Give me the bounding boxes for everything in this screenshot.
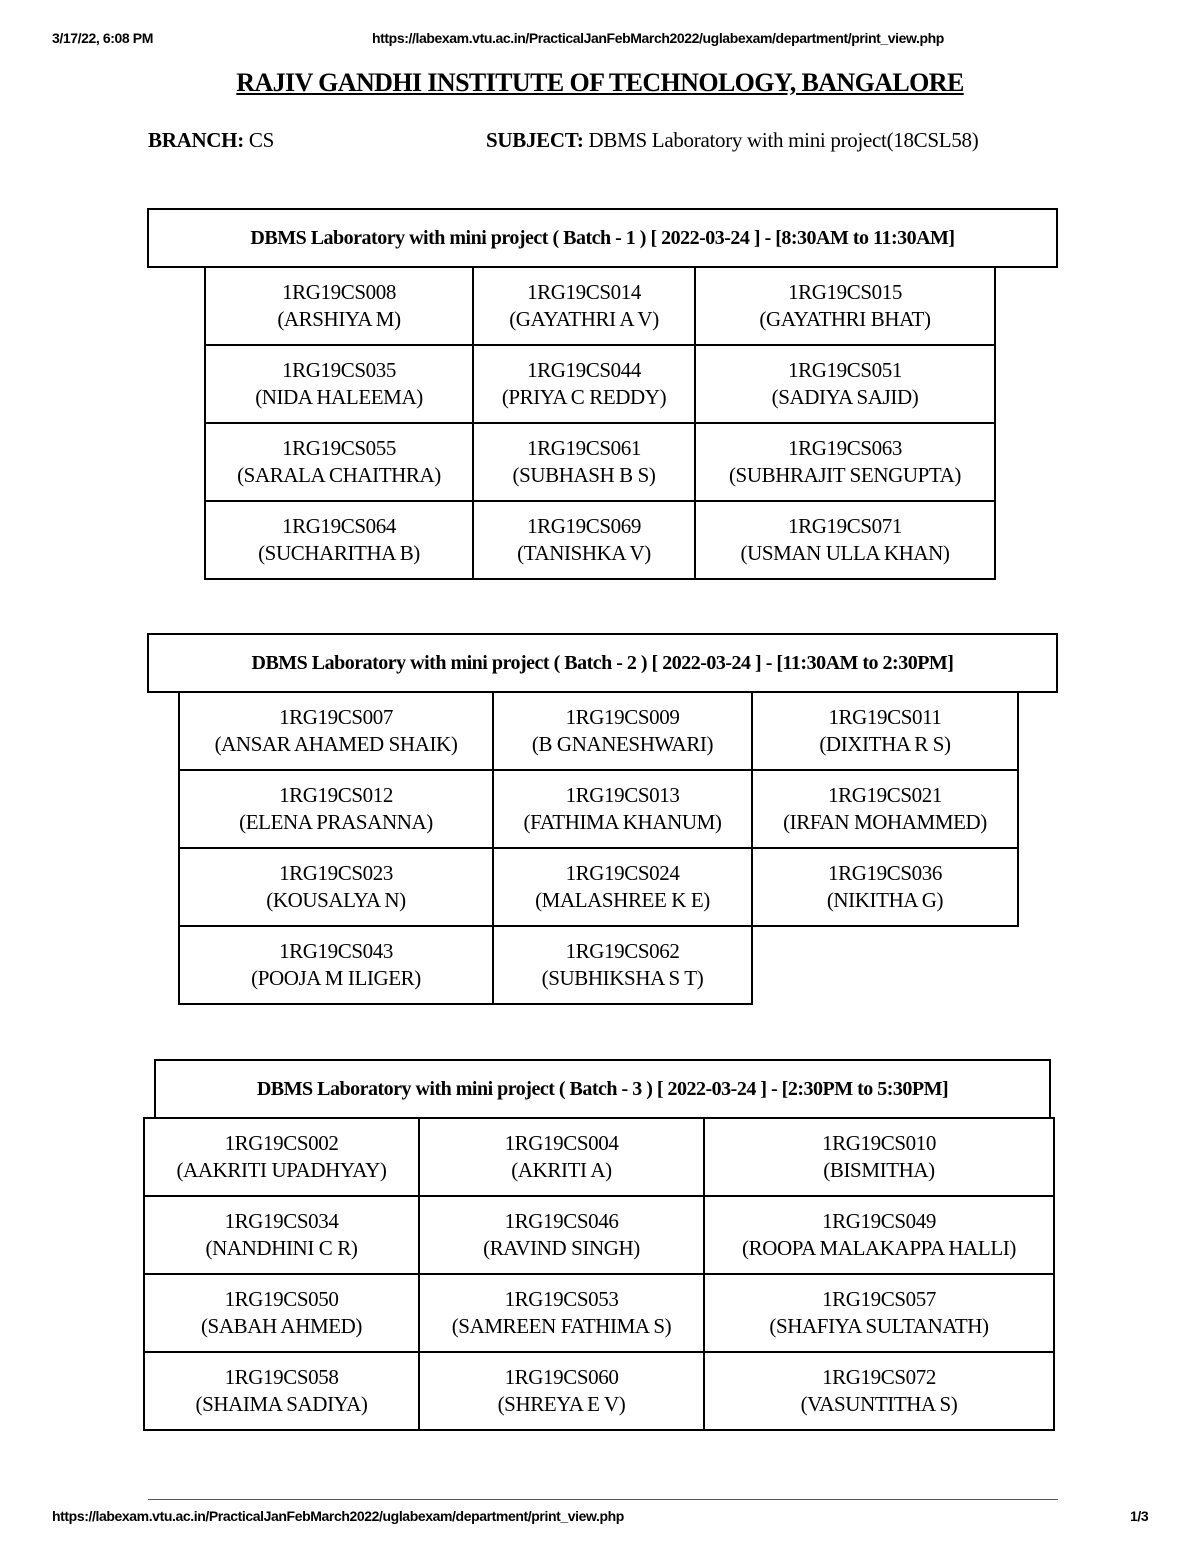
table-row [205, 501, 995, 579]
batch-2-table [178, 691, 1019, 1005]
student-name: (SUBHASH B S) [512, 463, 656, 487]
student-usn: 1RG19CS046 [504, 1209, 619, 1233]
student-usn: 1RG19CS053 [504, 1287, 619, 1311]
student-cell [695, 345, 995, 423]
student-usn: 1RG19CS060 [504, 1365, 619, 1389]
student-cell [695, 423, 995, 501]
table-row [144, 1274, 1054, 1352]
student-usn: 1RG19CS014 [527, 280, 641, 304]
student-cell [493, 848, 752, 926]
student-name: (ANSAR AHAMED SHAIK) [214, 732, 458, 756]
student-name: (DIXITHA R S) [819, 732, 951, 756]
student-usn: 1RG19CS058 [224, 1365, 339, 1389]
subject-label: SUBJECT: [486, 128, 584, 152]
student-usn: 1RG19CS050 [224, 1287, 339, 1311]
student-cell [704, 1274, 1054, 1352]
student-name: (NANDHINI C R) [205, 1236, 358, 1260]
branch-label: BRANCH: [148, 128, 244, 152]
student-cell [704, 1118, 1054, 1196]
student-name: (VASUNTITHA S) [800, 1392, 958, 1416]
student-name: (ELENA PRASANNA) [239, 810, 433, 834]
student-usn: 1RG19CS071 [788, 514, 902, 538]
table-row [205, 345, 995, 423]
student-cell [473, 423, 695, 501]
student-name: (SAMREEN FATHIMA S) [451, 1314, 672, 1338]
batch-2-header: DBMS Laboratory with mini project ( Batch - 2 ) [ 2022-03-24 ] - [11:30AM to 2:30PM] [147, 633, 1058, 693]
student-name: (SUCHARITHA B) [258, 541, 420, 565]
student-name: (SHREYA E V) [497, 1392, 626, 1416]
student-usn: 1RG19CS062 [565, 939, 680, 963]
student-cell [419, 1352, 704, 1430]
student-usn: 1RG19CS049 [822, 1209, 936, 1233]
student-usn: 1RG19CS061 [527, 436, 641, 460]
student-usn: 1RG19CS036 [828, 861, 942, 885]
print-footer-url: https://labexam.vtu.ac.in/PracticalJanFebMarch2022/uglabexam/department/print_view.php [52, 1508, 624, 1524]
student-usn: 1RG19CS034 [224, 1209, 339, 1233]
student-name: (FATHIMA KHANUM) [523, 810, 722, 834]
student-name: (SHAFIYA SULTANATH) [769, 1314, 989, 1338]
table-row [144, 1352, 1054, 1430]
student-cell [752, 848, 1018, 926]
student-cell [144, 1118, 419, 1196]
student-name: (NIDA HALEEMA) [255, 385, 423, 409]
student-usn: 1RG19CS021 [828, 783, 942, 807]
student-usn: 1RG19CS002 [224, 1131, 339, 1155]
student-cell [205, 423, 473, 501]
student-usn: 1RG19CS035 [282, 358, 396, 382]
student-cell [205, 501, 473, 579]
student-name: (RAVIND SINGH) [483, 1236, 640, 1260]
footer-divider [148, 1499, 1058, 1500]
student-usn: 1RG19CS012 [279, 783, 393, 807]
student-usn: 1RG19CS013 [565, 783, 680, 807]
student-cell [419, 1196, 704, 1274]
print-header-url: https://labexam.vtu.ac.in/PracticalJanFebMarch2022/uglabexam/department/print_view.php [372, 30, 944, 46]
student-name: (SUBHIKSHA S T) [541, 966, 704, 990]
student-name: (AKRITI A) [511, 1158, 612, 1182]
student-name: (SUBHRAJIT SENGUPTA) [728, 463, 962, 487]
student-cell [695, 501, 995, 579]
student-cell [704, 1352, 1054, 1430]
student-cell [205, 267, 473, 345]
student-usn: 1RG19CS051 [788, 358, 902, 382]
student-cell [144, 1274, 419, 1352]
table-row [205, 267, 995, 345]
student-usn: 1RG19CS069 [527, 514, 641, 538]
student-usn: 1RG19CS023 [279, 861, 393, 885]
student-cell [473, 345, 695, 423]
student-usn: 1RG19CS055 [282, 436, 396, 460]
student-usn: 1RG19CS004 [504, 1131, 619, 1155]
student-cell [473, 267, 695, 345]
student-cell [205, 345, 473, 423]
print-datetime: 3/17/22, 6:08 PM [52, 30, 153, 46]
student-cell [179, 926, 493, 1004]
batch-1-header: DBMS Laboratory with mini project ( Batch - 1 ) [ 2022-03-24 ] - [8:30AM to 11:30AM] [147, 208, 1058, 268]
page-title: RAJIV GANDHI INSTITUTE OF TECHNOLOGY, BANGALORE [236, 68, 964, 97]
student-cell [419, 1274, 704, 1352]
student-name: (IRFAN MOHAMMED) [783, 810, 987, 834]
table-row [144, 1118, 1054, 1196]
student-name: (MALASHREE K E) [535, 888, 710, 912]
student-usn: 1RG19CS044 [527, 358, 641, 382]
student-cell [473, 501, 695, 579]
batch-3-table [143, 1117, 1055, 1431]
student-usn: 1RG19CS015 [788, 280, 902, 304]
student-name: (BISMITHA) [823, 1158, 935, 1182]
page-number: 1/3 [1130, 1508, 1149, 1524]
subject-line [486, 128, 978, 153]
student-cell [179, 770, 493, 848]
student-name: (ROOPA MALAKAPPA HALLI) [742, 1236, 1016, 1260]
student-cell [493, 692, 752, 770]
student-cell [179, 692, 493, 770]
empty-cell [752, 926, 1018, 1004]
student-name: (GAYATHRI A V) [509, 307, 659, 331]
student-usn: 1RG19CS064 [282, 514, 396, 538]
student-name: (POOJA M ILIGER) [251, 966, 421, 990]
student-usn: 1RG19CS011 [828, 705, 942, 729]
student-name: (SARALA CHAITHRA) [237, 463, 441, 487]
student-name: (KOUSALYA N) [266, 888, 406, 912]
branch-value: CS [248, 128, 274, 152]
student-cell [144, 1352, 419, 1430]
student-cell [493, 770, 752, 848]
branch-line [148, 128, 274, 153]
table-row [179, 692, 1018, 770]
student-name: (GAYATHRI BHAT) [759, 307, 931, 331]
student-name: (USMAN ULLA KHAN) [740, 541, 950, 565]
student-usn: 1RG19CS072 [822, 1365, 936, 1389]
student-cell [493, 926, 752, 1004]
student-usn: 1RG19CS024 [565, 861, 680, 885]
student-usn: 1RG19CS063 [788, 436, 902, 460]
table-row [179, 926, 1018, 1004]
student-name: (ARSHIYA M) [277, 307, 401, 331]
student-name: (SHAIMA SADIYA) [195, 1392, 368, 1416]
student-cell [695, 267, 995, 345]
student-cell [144, 1196, 419, 1274]
table-row [179, 770, 1018, 848]
batch-1-table [204, 266, 996, 580]
student-name: (B GNANESHWARI) [531, 732, 714, 756]
student-name: (SABAH AHMED) [200, 1314, 363, 1338]
table-row [179, 848, 1018, 926]
student-usn: 1RG19CS043 [279, 939, 393, 963]
student-usn: 1RG19CS008 [282, 280, 396, 304]
table-row [144, 1196, 1054, 1274]
student-name: (NIKITHA G) [826, 888, 944, 912]
student-usn: 1RG19CS010 [822, 1131, 936, 1155]
student-name: (TANISHKA V) [517, 541, 651, 565]
student-name: (PRIYA C REDDY) [501, 385, 667, 409]
table-row [205, 423, 995, 501]
student-cell [752, 692, 1018, 770]
student-cell [704, 1196, 1054, 1274]
student-name: (SADIYA SAJID) [771, 385, 919, 409]
student-cell [752, 770, 1018, 848]
subject-value: DBMS Laboratory with mini project(18CSL58) [588, 128, 979, 152]
student-usn: 1RG19CS009 [565, 705, 680, 729]
student-cell [419, 1118, 704, 1196]
student-usn: 1RG19CS007 [279, 705, 393, 729]
batch-3-header: DBMS Laboratory with mini project ( Batch - 3 ) [ 2022-03-24 ] - [2:30PM to 5:30PM] [154, 1059, 1051, 1119]
student-name: (AAKRITI UPADHYAY) [176, 1158, 387, 1182]
student-usn: 1RG19CS057 [822, 1287, 936, 1311]
student-cell [179, 848, 493, 926]
